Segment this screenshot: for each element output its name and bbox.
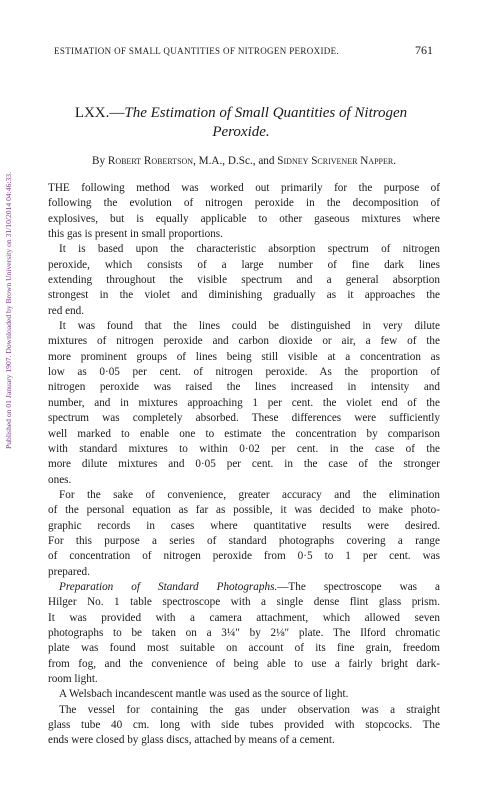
body-line [48,350,440,365]
body-line-text: prepared. [48,565,90,578]
body-line [48,427,440,442]
body-line-text: mixtures of nitrogen peroxide and carbon dioxide or air, a few of the [48,335,440,348]
body-line [48,258,440,273]
body-line [48,457,440,472]
body-line [48,611,440,626]
author-2: Sidney Scrivener Napper. [277,155,396,167]
body-line [48,334,440,349]
body-line [48,473,440,488]
body-line [48,672,440,687]
body-line-text: strongest in the violet and diminishing gradually as it approaches the [48,289,440,302]
body-line-text: of the personal equation as far as possible, it was decided to make photo- [48,504,440,517]
body-line-text: with standard mixtures to within 0·02 per cent. in the case of the [48,442,440,455]
body-line-text: It was found that the lines could be distinguished in very dilute [59,320,440,333]
body-line-text: peroxide, which consists of a large number of fine dark lines [48,258,440,271]
body-line-text: ones. [48,473,72,486]
body-line-text: well marked to enable one to estimate the concentration by comparison [48,427,440,440]
body-line-text: more prominent groups of lines being still visible at a concentration as [48,350,440,363]
body-line [48,580,440,595]
body-line-text: following the evolution of nitrogen peroxide in the decomposition of [48,197,440,210]
body-line [48,595,440,610]
body-line-text: The vessel for containing the gas under observation was a straight [59,703,440,716]
body-line [48,733,440,748]
page-number: 761 [415,43,433,57]
author-1-degrees: , M.A., D.Sc., and [193,155,275,167]
body-line [48,626,440,641]
body-line-text: Hilger No. 1 table spectroscope with a single dense flint glass prism. [48,596,440,609]
title-text-1: The Estimation of Small Quantities of Nitrogen [124,105,408,121]
body-line [48,227,440,242]
body-line-text: A Welsbach incandescent mantle was used as the source of light. [59,688,349,701]
body-line-text: plate was found most suitable on account of its fine grain, freedom [48,642,440,655]
body-line [48,242,440,257]
body-line-text: For this purpose a series of standard photographs covering a range [48,534,440,547]
body-line-text: low as 0·05 per cent. of nitrogen peroxide. As the proportion of [48,366,440,379]
body-line [48,488,440,503]
body-line-text: number, and in mixtures approaching 1 per cent. the violet end of the [48,396,440,409]
body-line-text: nitrogen peroxide was raised the lines increased in intensity and [48,381,440,394]
body-line-text: glass tube 40 cm. long with side tubes provided with stopcocks. The [48,719,440,732]
body-line-text: more dilute mixtures and 0·05 per cent. in the case of the stronger [48,458,440,471]
body-line-text: For the sake of convenience, greater accuracy and the elimination [59,488,440,501]
article-body [48,181,440,749]
body-line-text: It was provided with a camera attachment, which allowed seven [48,611,440,624]
body-line [48,396,440,411]
body-line-text: this gas is present in small proportions. [48,228,223,241]
body-line [48,411,440,426]
title-line-2: Peroxide. [212,124,270,140]
body-line-text: from fog, and the convenience of being able to use a fairly bright dark- [48,657,440,670]
body-line [48,304,440,319]
body-line [48,273,440,288]
body-line [48,703,440,718]
body-line [48,657,440,672]
body-line [48,288,440,303]
body-line [48,380,440,395]
body-line [48,534,440,549]
body-line-text: spectrum was completely absorbed. These differences were sufficiently [48,412,440,425]
body-line-text: ends were closed by glass discs, attached by means of a cement. [48,734,335,747]
body-line [48,641,440,656]
body-line [48,718,440,733]
body-line [48,687,440,702]
body-line [48,196,440,211]
body-line-text: photographs to be taken on a 3¼″ by 2⅛″ plate. The Ilford chromatic [48,626,440,639]
body-line-text: —The spectroscope was a [277,580,440,593]
body-line-text: extending throughout the visible spectrum and a general absorption [48,274,440,287]
running-head: ESTIMATION OF SMALL QUANTITIES OF NITROGEN PEROXIDE. [54,46,340,56]
body-line [48,181,440,196]
byline-by: By [92,155,106,167]
body-line [48,503,440,518]
title-line-1 [48,104,434,123]
body-line-text: room light. [48,673,98,685]
byline [48,155,440,167]
author-1: Robert Robertson [107,155,194,167]
download-notice-text: Published on 01 January 1907. Downloaded by Brown University on 31/10/2014 04:46:33. [3,171,13,449]
body-line [48,365,440,380]
body-line [48,319,440,334]
article-title [48,104,434,142]
body-line [48,549,440,564]
download-notice [2,96,14,524]
body-line-text: explosives, but is equally applicable to other gaseous mixtures where [48,212,440,225]
body-line-text: It is based upon the characteristic absorption spectrum of nitrogen [59,243,440,256]
article-label: LXX.— [74,105,125,121]
body-line [48,212,440,227]
body-line-text: THE following method was worked out primarily for the purpose of [48,182,440,194]
body-line-text: red end. [48,304,85,317]
body-line-text: graphic records in cases where quantitative results were desired. [48,519,440,532]
body-line [48,519,440,534]
body-line [48,442,440,457]
body-line-text: of concentration of nitrogen peroxide from 0·5 to 1 per cent. was [48,550,440,563]
section-heading: Preparation of Standard Photographs. [59,580,278,593]
body-line [48,565,440,580]
